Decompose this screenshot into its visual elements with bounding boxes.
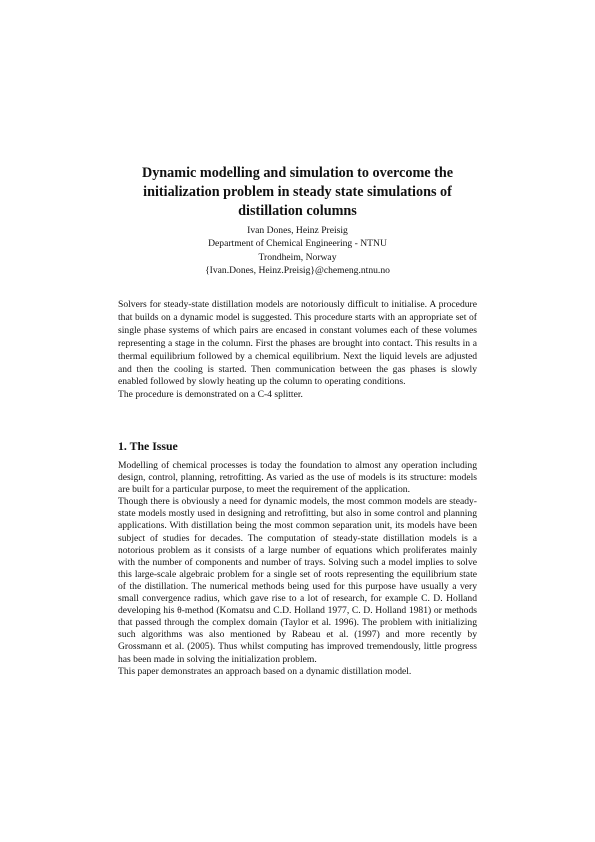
abstract (118, 299, 477, 402)
title-line: distillation columns (238, 203, 357, 219)
section-heading: 1. The Issue (118, 439, 178, 453)
author-names: Ivan Dones, Heinz Preisig (247, 225, 348, 236)
abstract-paragraph: The procedure is demonstrated on a C-4 splitter. (118, 389, 303, 401)
title-line: Dynamic modelling and simulation to overcome the (141, 165, 454, 181)
author-email: {Ivan.Dones, Heinz.Preisig}@chemeng.ntnu.no (205, 264, 390, 276)
author-block (118, 224, 477, 277)
body-paragraph: Though there is obviously a need for dynamic models, the most common models are steady-state models mostly used in designing and retrofitting, but also in some control and planning applications. With distillation being the most common separation unit, its models have been subject of studies for decades. The computation of steady-state distillation models is a notorious problem as it consists of a large number of equations which proliferates mainly with the number of components and number of trays. Solving such a model implies to solve this large-scale algebraic problem for a single set of roots representing the equilibrium state of the distillation. The numerical methods being used for this purpose have usually a very small convergence radius, which gave rise to a lot of research, for example C. D. Holland developing his θ-method (Komatsu and C.D. Holland 1977, C. D. Holland 1981) or methods that passed through the complex domain (Taylor et al. 1996). The problem with initializing such algorithms was also mentioned by Rabeau et al. (1997) and more recently by Grossmann et al. (2005). Thus whilst computing has improved tremendously, little progress has been made in solving the initialization problem. (118, 496, 477, 665)
abstract-paragraph: Solvers for steady-state distillation models are notoriously difficult to initialise. A procedure that builds on a dynamic model is suggested. This procedure starts with an appropriate set of single phase systems of which pairs are encased in constant volumes each of these volumes representing a stage in the column. First the phases are brought into contact. This results in a thermal equilibrium followed by a chemical equilibrium. Next the liquid levels are adjusted and then the cooling is started. Then communication between the gas phases is slowly enabled followed by slowly heating up the column to operating conditions. (118, 299, 477, 388)
section-body (118, 460, 477, 678)
paper-title (118, 164, 477, 221)
body-paragraph: Modelling of chemical processes is today the foundation to almost any operation including design, control, planning, retrofitting. As varied as the use of models is its structure: models are built for a particular purpose, to meet the requirement of the application. (118, 460, 477, 496)
author-location: Trondheim, Norway (258, 251, 337, 263)
author-department: Department of Chemical Engineering - NTNU (208, 238, 387, 250)
title-line: initialization problem in steady state simulations of (143, 184, 452, 200)
body-paragraph: This paper demonstrates an approach based on a dynamic distillation model. (118, 665, 412, 677)
